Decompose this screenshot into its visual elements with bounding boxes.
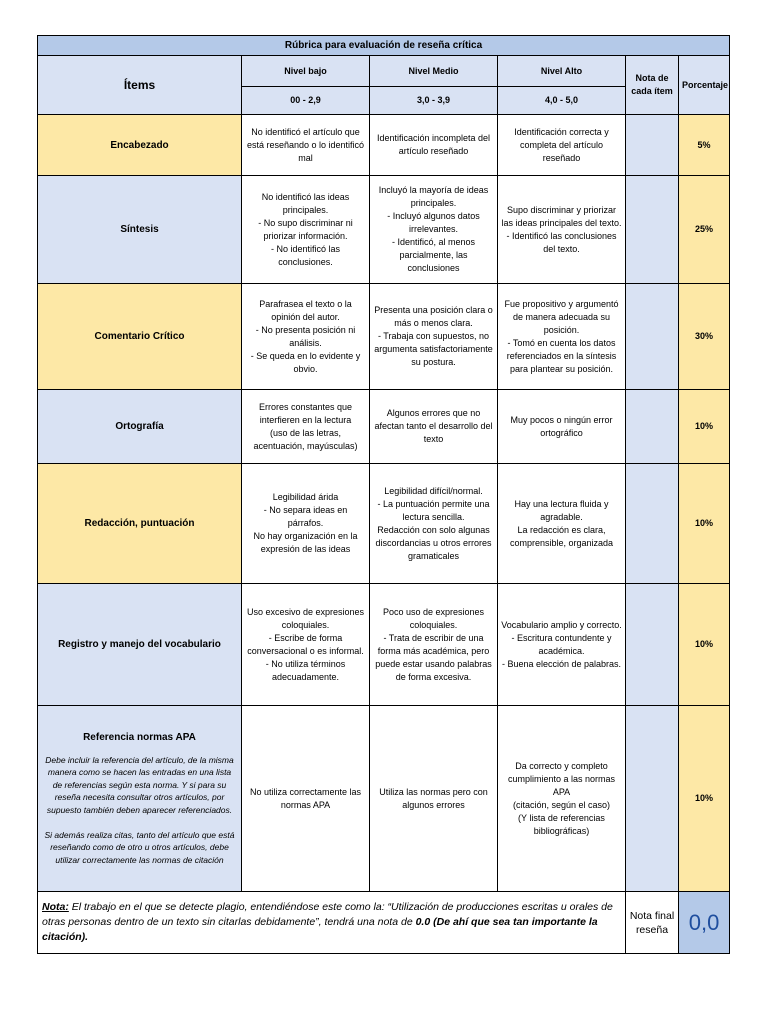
level-medium-header: Nivel Medio <box>370 56 498 87</box>
apa-title: Referencia normas APA <box>83 731 196 743</box>
final-grade-value: 0,0 <box>679 892 730 954</box>
level-medium-desc: Incluyó la mayoría de ideas principales. - Incluyó algunos datos irrelevantes. - Identificó, al menos parcialmente, las conclusiones <box>370 176 498 284</box>
item-grade-cell[interactable] <box>626 464 679 584</box>
item-label: Ortografía <box>38 390 242 464</box>
table-row <box>38 176 730 284</box>
item-grade-cell[interactable] <box>626 176 679 284</box>
percentage-cell: 30% <box>679 284 730 390</box>
level-high-desc: Supo discriminar y priorizar las ideas principales del texto. - Identificó las conclusiones del texto. <box>498 176 626 284</box>
item-grade-cell[interactable] <box>626 284 679 390</box>
percentage-cell: 10% <box>679 390 730 464</box>
plagiarism-note <box>38 892 626 954</box>
percentage-cell: 25% <box>679 176 730 284</box>
level-medium-desc: Algunos errores que no afectan tanto el desarrollo del texto <box>370 390 498 464</box>
item-label: Comentario Crítico <box>38 284 242 390</box>
level-low-desc: Uso excesivo de expresiones coloquiales. - Escribe de forma conversacional o es informal. - No utiliza términos adecuadamente. <box>242 584 370 706</box>
percentage-cell: 10% <box>679 706 730 892</box>
percentage-cell: 5% <box>679 115 730 176</box>
level-low-desc: No identificó el artículo que está reseñando o lo identificó mal <box>242 115 370 176</box>
level-medium-desc: Legibilidad difícil/normal. - La puntuación permite una lectura sencilla. Redacción con solo algunas discordancias u otros errores gramaticales <box>370 464 498 584</box>
item-label-apa <box>38 706 242 892</box>
table-row <box>38 115 730 176</box>
level-high-desc: Da correcto y completo cumplimiento a las normas APA (citación, según el caso) (Y lista de referencias bibliográficas) <box>498 706 626 892</box>
range-medium: 3,0 - 3,9 <box>370 87 498 115</box>
item-grade-cell[interactable] <box>626 390 679 464</box>
item-label: Síntesis <box>38 176 242 284</box>
level-low-desc: Legibilidad árida - No separa ideas en párrafos. No hay organización en la expresión de las ideas <box>242 464 370 584</box>
final-grade-label: Nota final reseña <box>626 892 679 954</box>
note-text: El trabajo en el que se detecte plagio, entendiéndose este como la: “Utilización de producciones escritas u orales de otras personas dentro de un texto sin citarlas debidamente”, tendrá una nota de <box>42 901 613 928</box>
apa-description: Debe incluir la referencia del artículo, de la misma manera como se hacen las entradas en una lista de referencias según esta norma. Y si para su reseña necesita consultar otros artículos, por supuesto también deben aparecer referenciados. Si además realiza citas, tanto del artículo que está reseñando como de otro u otros artículos, debe utilizar correctamente las normas de citación <box>44 754 235 865</box>
level-low-desc: No identificó las ideas principales. - No supo discriminar ni priorizar información. - No identificó las conclusiones. <box>242 176 370 284</box>
level-low-desc: Errores constantes que interfieren en la lectura (uso de las letras, acentuación, mayúsculas) <box>242 390 370 464</box>
rubric-table <box>37 35 730 954</box>
item-grade-header: Nota de cada ítem <box>626 56 679 115</box>
item-grade-cell[interactable] <box>626 584 679 706</box>
note-label: Nota: <box>42 901 69 913</box>
rubric-title: Rúbrica para evaluación de reseña crítica <box>38 36 730 56</box>
range-low: 00 - 2,9 <box>242 87 370 115</box>
table-row <box>38 390 730 464</box>
level-medium-desc: Poco uso de expresiones coloquiales. - Trata de escribir de una forma más académica, pero puede estar usando palabras de forma excesiva. <box>370 584 498 706</box>
level-high-desc: Fue propositivo y argumentó de manera adecuada su posición. - Tomó en cuenta los datos referenciados en la síntesis para plantear su posición. <box>498 284 626 390</box>
table-row <box>38 706 730 892</box>
footer-row <box>38 892 730 954</box>
level-high-desc: Vocabulario amplio y correcto. - Escritura contundente y académica. - Buena elección de palabras. <box>498 584 626 706</box>
note-end: (De ahí que sea tan importante la citación). <box>42 916 598 943</box>
items-header: Ítems <box>38 56 242 115</box>
level-low-desc: No utiliza correctamente las normas APA <box>242 706 370 892</box>
level-high-header: Nivel Alto <box>498 56 626 87</box>
table-row <box>38 284 730 390</box>
item-grade-cell[interactable] <box>626 706 679 892</box>
item-label: Encabezado <box>38 115 242 176</box>
note-value: 0.0 <box>415 916 431 928</box>
percentage-cell: 10% <box>679 584 730 706</box>
percentage-cell: 10% <box>679 464 730 584</box>
item-grade-cell[interactable] <box>626 115 679 176</box>
table-row <box>38 464 730 584</box>
level-high-desc: Muy pocos o ningún error ortográfico <box>498 390 626 464</box>
item-label: Registro y manejo del vocabulario <box>38 584 242 706</box>
table-row <box>38 584 730 706</box>
level-low-header: Nivel bajo <box>242 56 370 87</box>
level-high-desc: Identificación correcta y completa del artículo reseñado <box>498 115 626 176</box>
range-high: 4,0 - 5,0 <box>498 87 626 115</box>
item-label: Redacción, puntuación <box>38 464 242 584</box>
level-low-desc: Parafrasea el texto o la opinión del autor. - No presenta posición ni análisis. - Se queda en lo evidente y obvio. <box>242 284 370 390</box>
level-medium-desc: Identificación incompleta del artículo reseñado <box>370 115 498 176</box>
level-high-desc: Hay una lectura fluida y agradable. La redacción es clara, comprensible, organizada <box>498 464 626 584</box>
level-medium-desc: Utiliza las normas pero con algunos errores <box>370 706 498 892</box>
percentage-header: Porcentaje <box>679 56 730 115</box>
level-medium-desc: Presenta una posición clara o más o menos clara. - Trabaja con supuestos, no argumenta satisfactoriamente su postura. <box>370 284 498 390</box>
